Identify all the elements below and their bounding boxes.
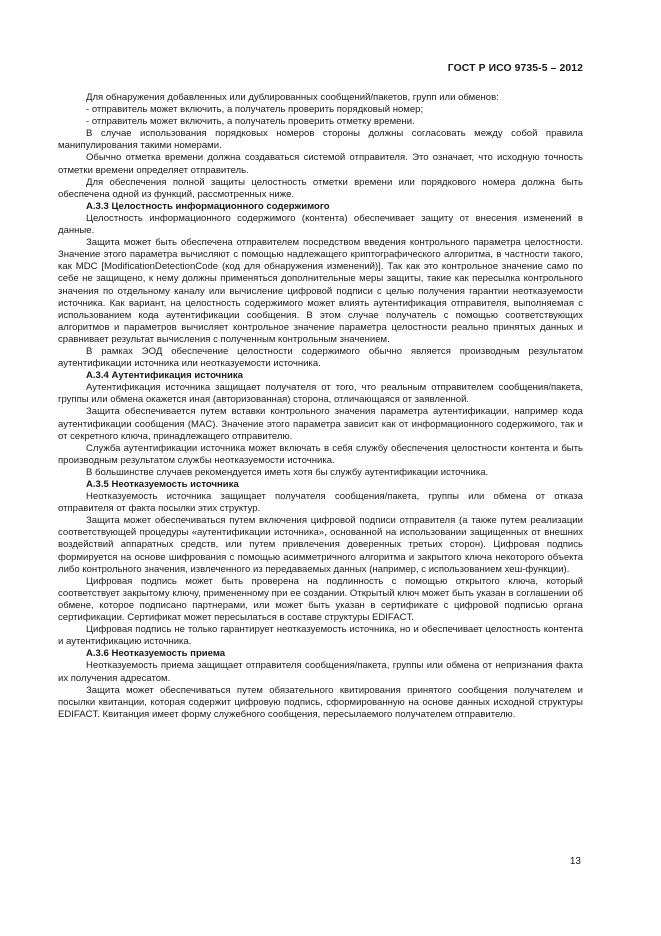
list-item: - отправитель может включить, а получатель проверить отметку времени. xyxy=(86,116,415,128)
paragraph: Служба аутентификации источника может включать в себя службу обеспечения целостности контента и быть производным результатом службы неотказуемости источника. xyxy=(58,442,583,466)
section-heading: А.3.3 Целостность информационного содержимого xyxy=(86,200,330,212)
paragraph: Неотказуемость источника защищает получателя сообщения/пакета, группы или обмена от отказа отправителя от факта посылки этих структур. xyxy=(58,491,583,515)
document-body xyxy=(58,92,583,721)
paragraph: В большинстве случаев рекомендуется иметь хотя бы службу аутентификации источника. xyxy=(86,466,489,478)
paragraph: Целостность информационного содержимого (контента) обеспечивает защиту от внесения изменений в данные. xyxy=(58,212,583,237)
paragraph: Для обеспечения полной защиты целостность отметки времени или порядкового номера должна быть обеспечена одной из функций, рассмотренных ниже. xyxy=(58,176,583,200)
paragraph: Цифровая подпись может быть проверена на подлинность с помощью открытого ключа, который соответствует закрытому ключу, примененному при ее создании. Открытый ключ может быть указан в соглашении об обмене, которое подписано партнерами, или может быть указан в сертификате с цифровой подписью органа сертификации. Сертификат может пересылаться в составе структуры EDIFACT. xyxy=(58,575,583,624)
page-header-standard-id: ГОСТ Р ИСО 9735-5 – 2012 xyxy=(447,63,583,74)
section-heading: А.3.5 Неотказуемость источника xyxy=(86,479,239,490)
paragraph: Защита может обеспечиваться путем включения цифровой подписи отправителя (а также путем реализации соответствующей процедуры «аутентификации источника», основанной на использовании защищенных от внешних воздействий аппаратных средств, или путем привлечения доверенных третьих сторон). Цифровая подпись формируется на основе шифрования с помощью асимметричного алгоритма и закрытого ключа некоторого объекта либо контрольного значения, извлеченного из передаваемых данных (например, с использованием хеш-функции). xyxy=(58,515,583,575)
paragraph: В случае использования порядковых номеров стороны должны согласовать между собой правила манипулирования такими номерами. xyxy=(58,128,583,152)
section-heading: А.3.6 Неотказуемость приема xyxy=(86,648,226,660)
paragraph: Защита может обеспечиваться путем обязательного квитирования принятого сообщения получателем и посылки квитанции, которая содержит цифровую подпись, сформированную на основе данных исходной структуры EDIFACT. Квитанция имеет форму служебного сообщения, пересылаемого получателем отправителю. xyxy=(58,684,583,720)
section-heading: А.3.4 Аутентификация источника xyxy=(86,370,243,382)
paragraph: Обычно отметка времени должна создаваться системой отправителя. Это означает, что исходную точность отметки времени определяет отправитель. xyxy=(58,152,583,176)
paragraph: Защита обеспечивается путем вставки контрольного значения параметра аутентификации, например кода аутентификации сообщения (MAC). Значение этого параметра зависит как от информационного содержимого, так и от секретного ключа, принадлежащего отправителю. xyxy=(58,406,583,442)
paragraph: Аутентификация источника защищает получателя от того, что реальным отправителем сообщения/пакета, группы или обмена окажется иная (авторизованная) сторона, отличающаяся от заявленной. xyxy=(58,382,583,406)
page-number: 13 xyxy=(569,856,581,867)
paragraph: Для обнаружения добавленных или дублированных сообщений/пакетов, групп или обменов: xyxy=(86,92,499,103)
paragraph: Неотказуемость приема защищает отправителя сообщения/пакета, группы или обмена от непризнания факта их получения адресатом. xyxy=(58,660,583,684)
paragraph: Защита может быть обеспечена отправителем посредством введения контрольного параметра целостности. Значение этого параметра вычисляют с помощью надлежащего криптографического алгоритма, в частности такого, как MDC [ModificationDetectionCode (код для обнаружения изменений)]. Так как это контрольное значение само по себе не защищено, к нему должны применяться дополнительные меры защиты, такие как пересылка контрольного значения по отдельному каналу или вычисление цифровой подписи с целью получения гарантии неотказуемости источника. Как вариант, на целостность содержимого может влиять аутентификация отправителя, выполняемая с использованием кода аутентификации сообщения. В этом случае получатель с помощью соответствующих алгоритмов и параметров вычисляет контрольное значение параметра целостности реально принятых данных и сравнивает результат вычисления с полученным контрольным значением. xyxy=(58,237,583,345)
paragraph: В рамках ЭОД обеспечение целостности содержимого обычно является производным результатом аутентификации источника или неотказуемости источника. xyxy=(58,345,583,370)
list-item: - отправитель может включить, а получатель проверить порядковый номер; xyxy=(86,104,424,116)
paragraph: Цифровая подпись не только гарантирует неотказуемость источника, но и обеспечивает целостность контента и аутентификацию источника. xyxy=(58,624,583,648)
